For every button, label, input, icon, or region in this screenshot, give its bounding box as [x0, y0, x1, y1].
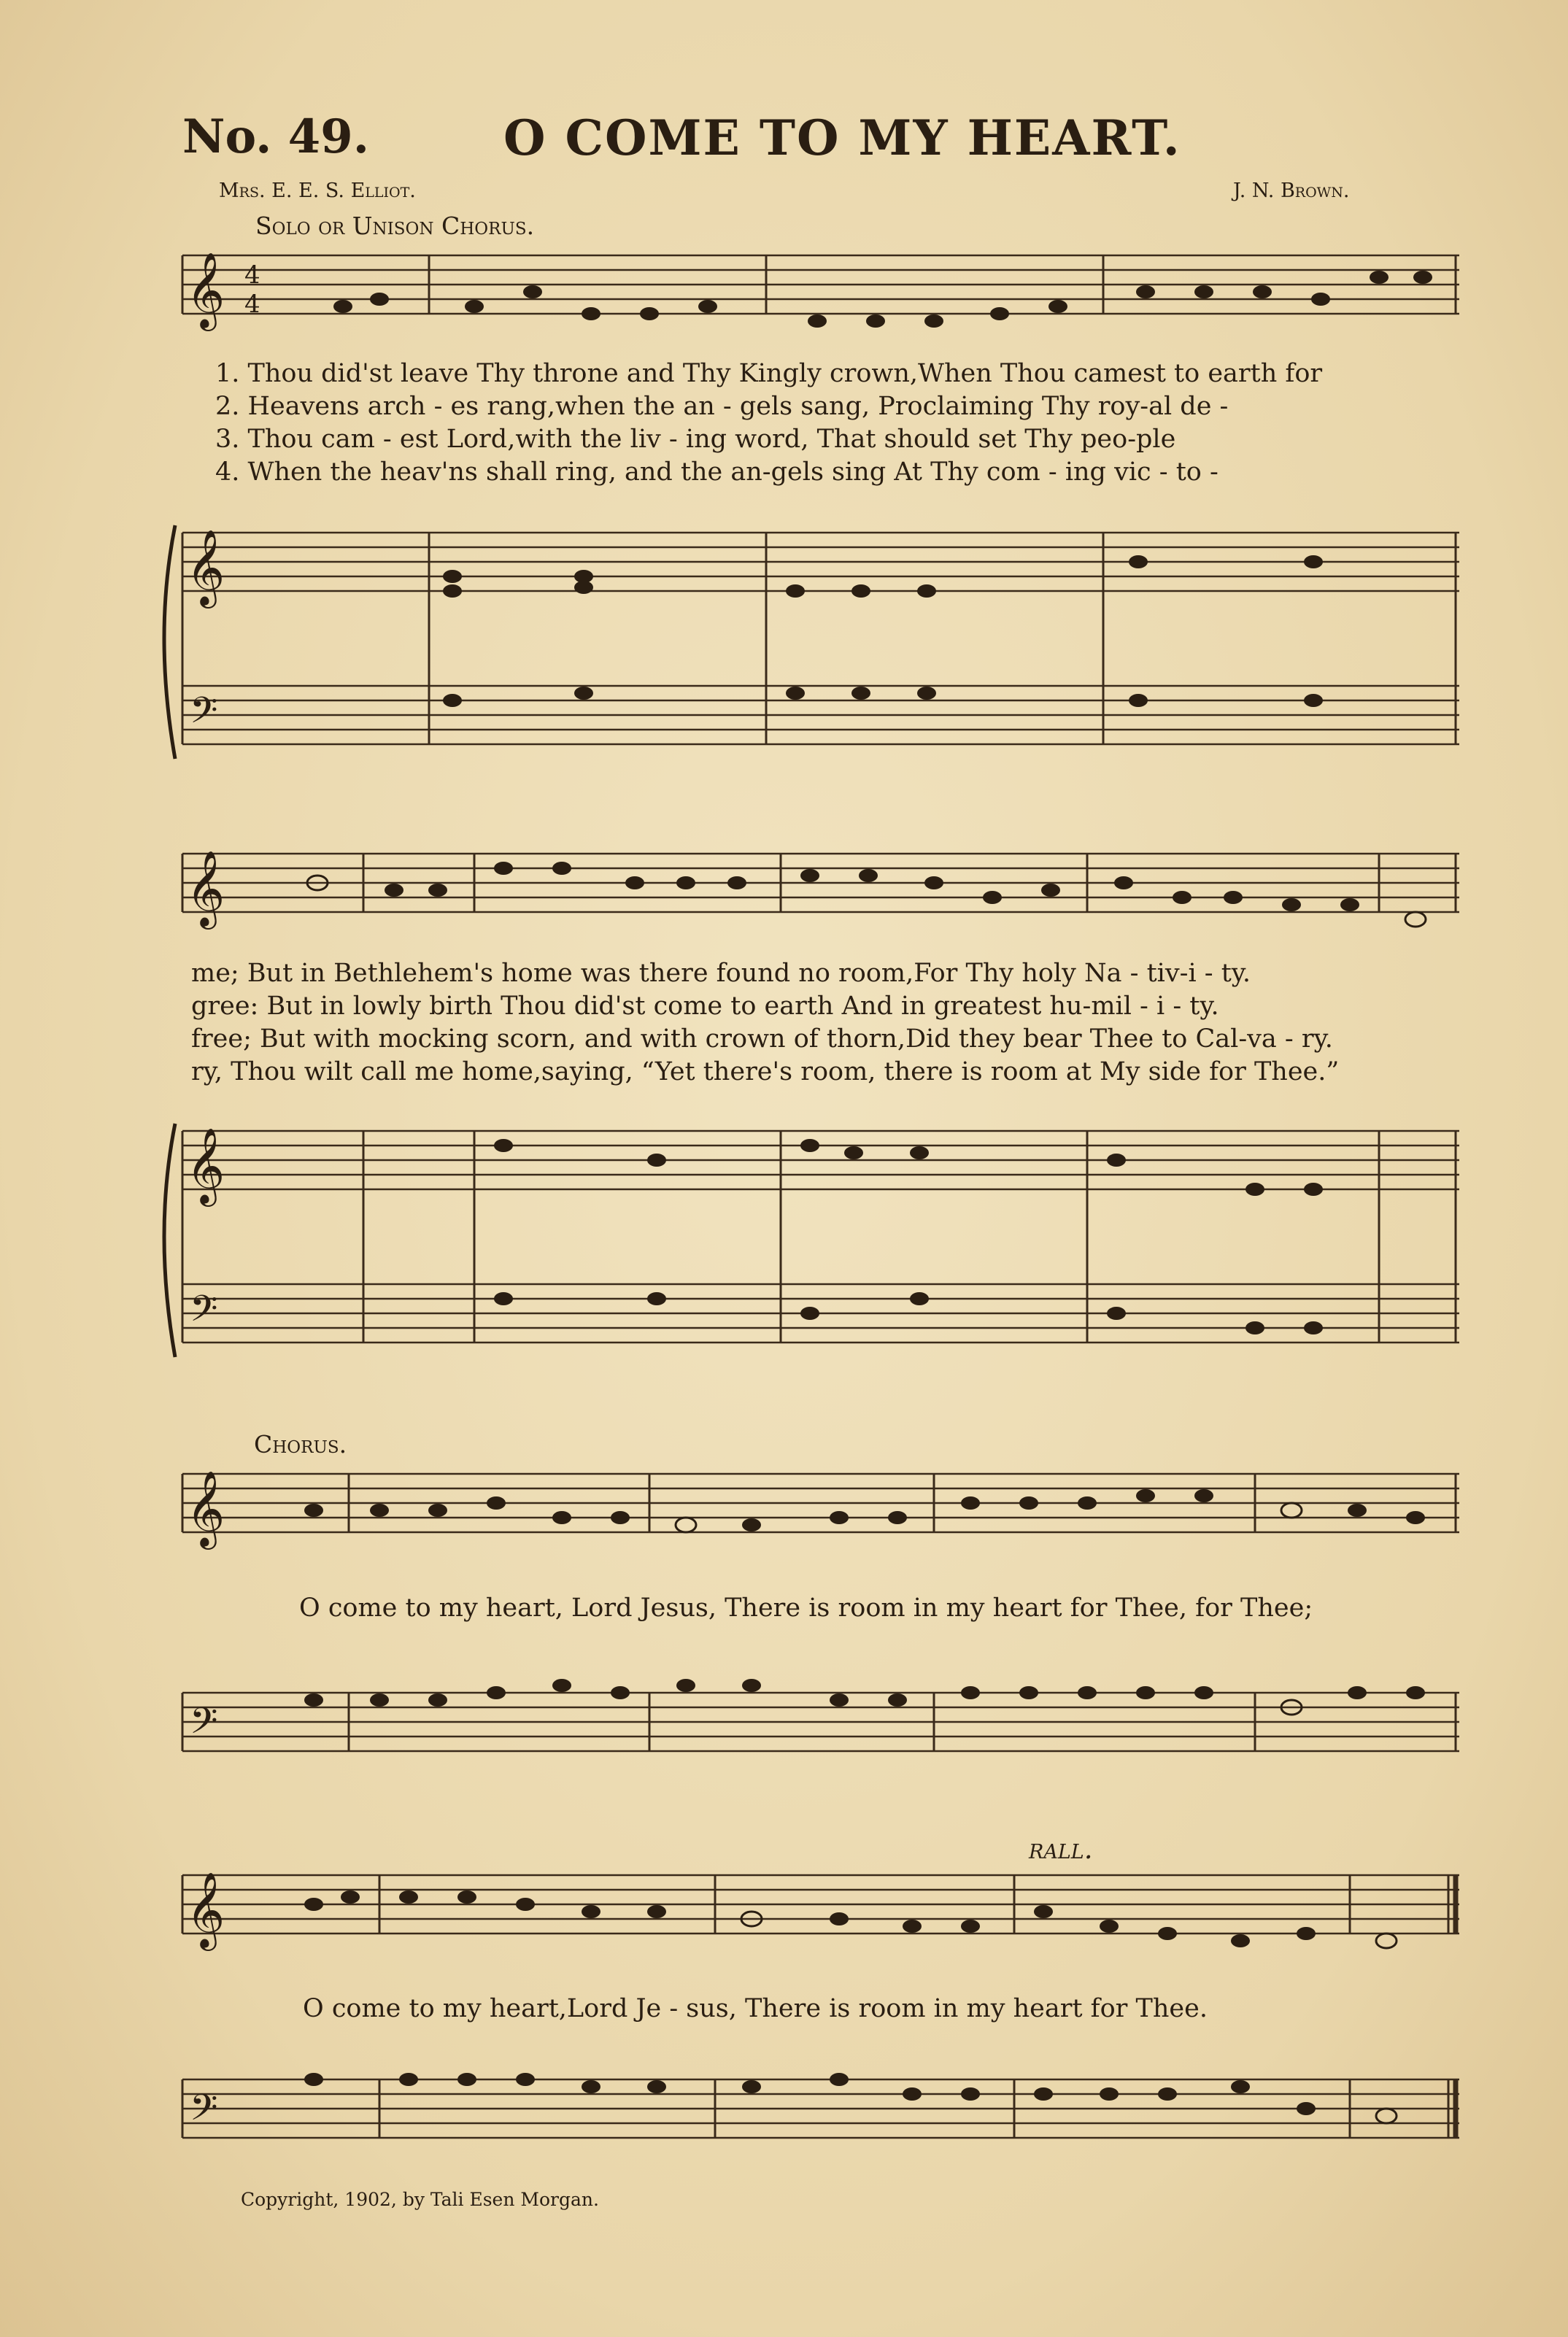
lyric-verse-2: 2. Heavens arch - es rang,when the an - gels sang, Proclaiming Thy roy-al de -: [215, 392, 1229, 421]
bass-clef-icon: 𝄢: [190, 689, 218, 741]
chorus-lyric-2: O come to my heart,Lord Je - sus, There is room in my heart for Thee.: [303, 1994, 1208, 2023]
chorus-melody-staff: [182, 1467, 1467, 1547]
lyric-verse-2-cont: gree: But in lowly birth Thou did'st come to earth And in greatest hu-mil - i - ty.: [191, 992, 1219, 1021]
hymn-title: O COME TO MY HEART.: [503, 109, 1181, 166]
treble-clef-icon: 𝄞: [186, 1871, 225, 1948]
svg-text:4: 4: [244, 290, 260, 319]
bass-clef-icon: 𝄢: [190, 2087, 218, 2138]
lyric-verse-1: 1. Thou did'st leave Thy throne and Thy Kingly crown,When Thou camest to earth for: [215, 359, 1323, 388]
chorus-lyric-1: O come to my heart, Lord Jesus, There is room in my heart for Thee, for Thee;: [299, 1594, 1313, 1623]
system2-melody-staff: [182, 846, 1467, 927]
chorus-melody-staff-2: [182, 1868, 1467, 1948]
brace-icon: [164, 525, 175, 759]
lyric-verse-3-cont: free; But with mocking scorn, and with crown of thorn,Did they bear Thee to Cal-va - ry.: [191, 1024, 1333, 1054]
chorus-bass-staff-2: [182, 2072, 1467, 2152]
system1-melody-staff: [182, 248, 1467, 328]
lyric-verse-3: 3. Thou cam - est Lord,with the liv - ing word, That should set Thy peo-ple: [215, 425, 1176, 454]
lyric-verse-4-cont: ry, Thou wilt call me home,saying, “Yet there's room, there is room at My side for Thee.”: [191, 1057, 1340, 1086]
solo-marking: Solo or Unison Chorus.: [255, 212, 535, 240]
hymn-number: No. 49.: [182, 109, 369, 164]
brace-icon: [164, 1124, 175, 1357]
bass-clef-icon: 𝄢: [190, 1288, 218, 1339]
chorus-marking: Chorus.: [254, 1430, 347, 1459]
system1-accompaniment: [161, 511, 1467, 773]
lyric-verse-1-cont: me; But in Bethlehem's home was there found no room,For Thy holy Na - tiv-i - ty.: [191, 959, 1251, 988]
lyric-verse-4: 4. When the heav'ns shall ring, and the an-gels sing At Thy com - ing vic - to -: [215, 457, 1219, 487]
bass-clef-icon: 𝄢: [190, 1700, 218, 1751]
copyright-notice: Copyright, 1902, by Tali Esen Morgan.: [241, 2189, 599, 2210]
composer-credit: J. N. Brown.: [1233, 179, 1350, 202]
treble-clef-icon: 𝄞: [186, 529, 225, 606]
rall-marking: rall.: [1029, 1833, 1093, 1865]
treble-clef-icon: 𝄞: [186, 1470, 225, 1547]
time-signature-icon: 4: [244, 260, 260, 290]
treble-clef-icon: 𝄞: [186, 850, 225, 927]
treble-clef-icon: 𝄞: [186, 1127, 225, 1204]
system2-accompaniment: [161, 1109, 1467, 1372]
treble-clef-icon: 𝄞: [186, 252, 225, 328]
poet-credit: Mrs. E. E. S. Elliot.: [219, 179, 416, 202]
chorus-bass-staff: [182, 1685, 1467, 1766]
